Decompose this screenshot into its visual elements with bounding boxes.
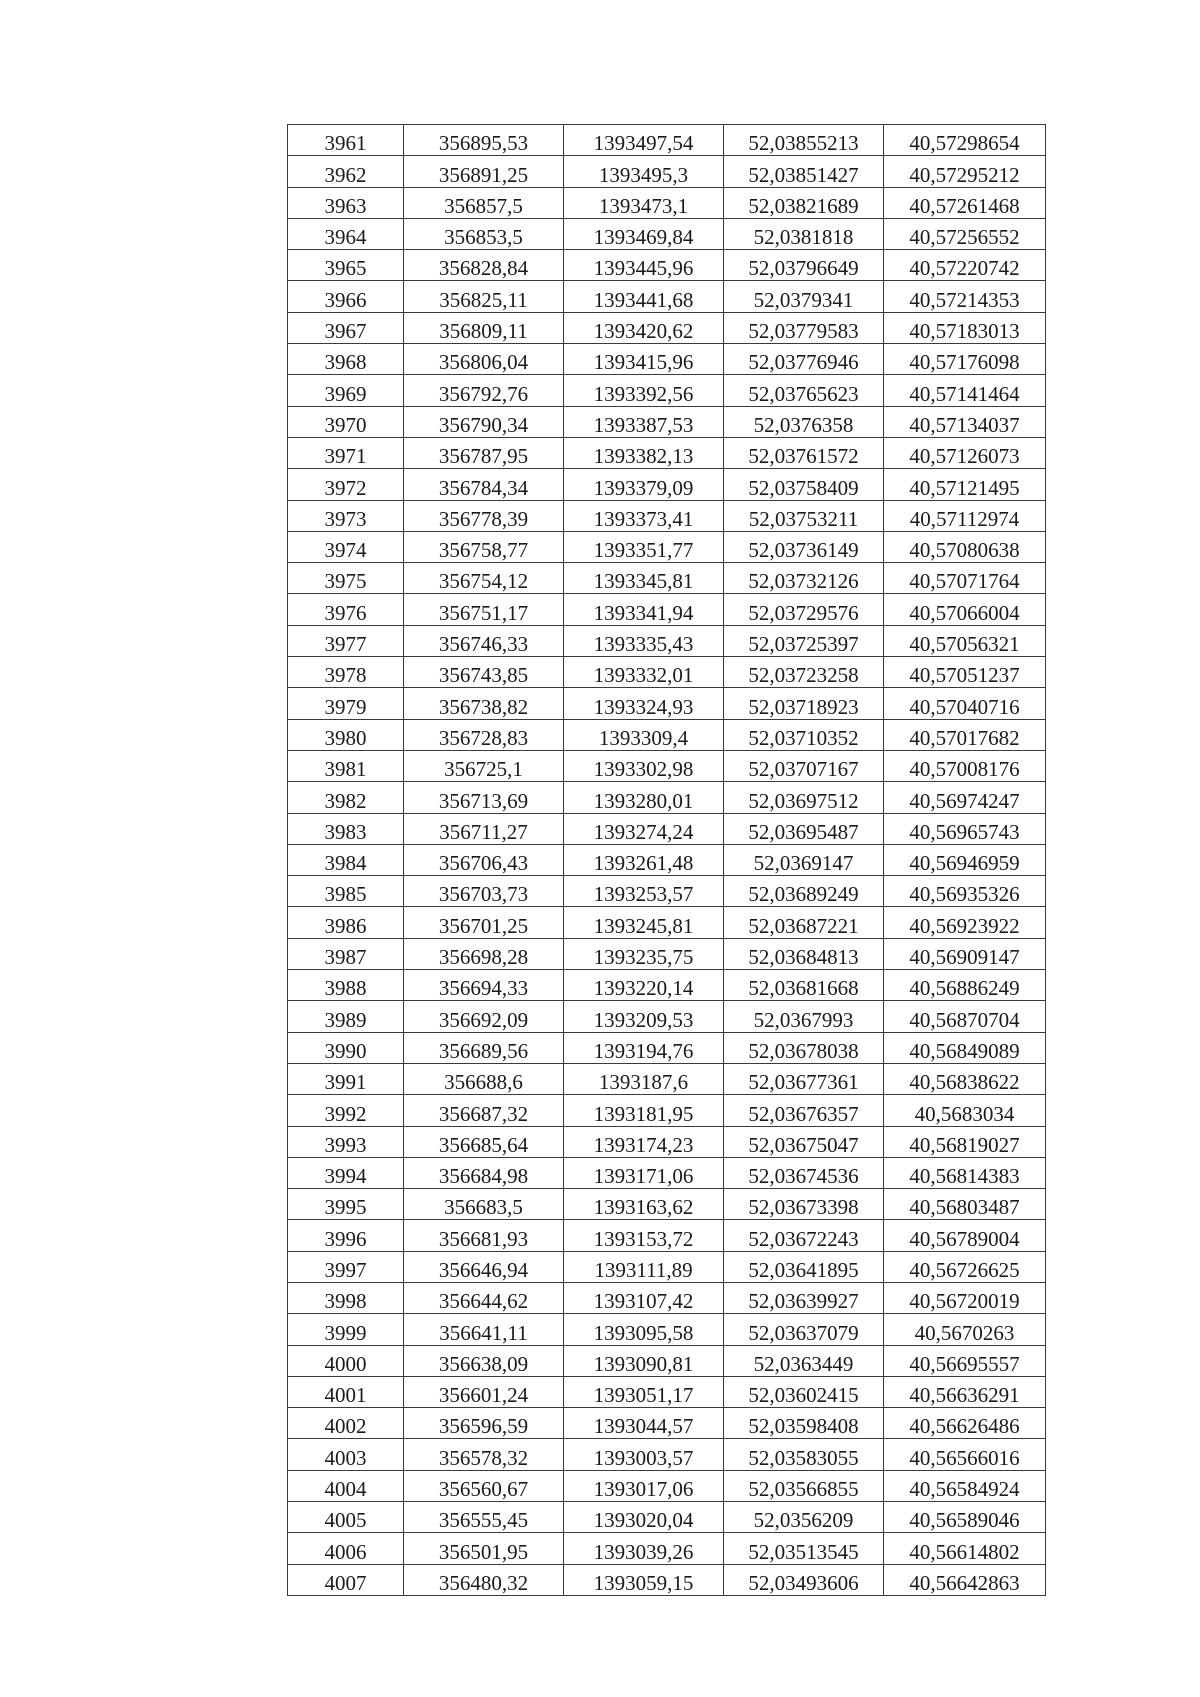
y-coordinate-cell: 1393415,96	[564, 344, 724, 375]
y-coordinate-cell: 1393495,3	[564, 156, 724, 187]
latitude-cell: 52,03753211	[724, 500, 884, 531]
latitude-cell: 52,0381818	[724, 218, 884, 249]
x-coordinate-cell: 356891,25	[404, 156, 564, 187]
longitude-cell: 40,56584924	[884, 1470, 1046, 1501]
point-number-cell: 3988	[288, 970, 404, 1001]
latitude-cell: 52,03761572	[724, 437, 884, 468]
y-coordinate-cell: 1393497,54	[564, 125, 724, 156]
longitude-cell: 40,57008176	[884, 750, 1046, 781]
table-row	[288, 437, 1046, 468]
point-number-cell: 3987	[288, 938, 404, 969]
x-coordinate-cell: 356713,69	[404, 782, 564, 813]
longitude-cell: 40,57134037	[884, 406, 1046, 437]
point-number-cell: 3989	[288, 1001, 404, 1032]
x-coordinate-cell: 356694,33	[404, 970, 564, 1001]
x-coordinate-cell: 356706,43	[404, 844, 564, 875]
longitude-cell: 40,56946959	[884, 844, 1046, 875]
x-coordinate-cell: 356683,5	[404, 1189, 564, 1220]
table-row	[288, 782, 1046, 813]
point-number-cell: 4004	[288, 1470, 404, 1501]
point-number-cell: 3961	[288, 125, 404, 156]
y-coordinate-cell: 1393111,89	[564, 1251, 724, 1282]
latitude-cell: 52,03677361	[724, 1063, 884, 1094]
point-number-cell: 3973	[288, 500, 404, 531]
point-number-cell: 4003	[288, 1439, 404, 1470]
longitude-cell: 40,56642863	[884, 1564, 1046, 1595]
table-row	[288, 1345, 1046, 1376]
longitude-cell: 40,57056321	[884, 625, 1046, 656]
x-coordinate-cell: 356790,34	[404, 406, 564, 437]
latitude-cell: 52,03707167	[724, 750, 884, 781]
table-row	[288, 688, 1046, 719]
latitude-cell: 52,03583055	[724, 1439, 884, 1470]
table-row	[288, 1282, 1046, 1313]
table-row	[288, 1376, 1046, 1407]
x-coordinate-cell: 356728,83	[404, 719, 564, 750]
point-number-cell: 3962	[288, 156, 404, 187]
y-coordinate-cell: 1393382,13	[564, 437, 724, 468]
longitude-cell: 40,57112974	[884, 500, 1046, 531]
longitude-cell: 40,56803487	[884, 1189, 1046, 1220]
x-coordinate-cell: 356641,11	[404, 1314, 564, 1345]
point-number-cell: 3963	[288, 187, 404, 218]
coordinates-table-body	[288, 125, 1046, 1596]
y-coordinate-cell: 1393095,58	[564, 1314, 724, 1345]
table-row	[288, 750, 1046, 781]
point-number-cell: 3980	[288, 719, 404, 750]
longitude-cell: 40,57017682	[884, 719, 1046, 750]
y-coordinate-cell: 1393379,09	[564, 469, 724, 500]
y-coordinate-cell: 1393387,53	[564, 406, 724, 437]
point-number-cell: 4000	[288, 1345, 404, 1376]
x-coordinate-cell: 356754,12	[404, 563, 564, 594]
y-coordinate-cell: 1393153,72	[564, 1220, 724, 1251]
table-row	[288, 375, 1046, 406]
longitude-cell: 40,57141464	[884, 375, 1046, 406]
x-coordinate-cell: 356480,32	[404, 1564, 564, 1595]
point-number-cell: 3998	[288, 1282, 404, 1313]
point-number-cell: 3991	[288, 1063, 404, 1094]
latitude-cell: 52,03732126	[724, 563, 884, 594]
x-coordinate-cell: 356857,5	[404, 187, 564, 218]
latitude-cell: 52,03736149	[724, 531, 884, 562]
longitude-cell: 40,56870704	[884, 1001, 1046, 1032]
longitude-cell: 40,56974247	[884, 782, 1046, 813]
x-coordinate-cell: 356687,32	[404, 1095, 564, 1126]
x-coordinate-cell: 356689,56	[404, 1032, 564, 1063]
x-coordinate-cell: 356787,95	[404, 437, 564, 468]
x-coordinate-cell: 356638,09	[404, 1345, 564, 1376]
point-number-cell: 3994	[288, 1157, 404, 1188]
y-coordinate-cell: 1393473,1	[564, 187, 724, 218]
longitude-cell: 40,57126073	[884, 437, 1046, 468]
longitude-cell: 40,57121495	[884, 469, 1046, 500]
table-row	[288, 281, 1046, 312]
table-row	[288, 563, 1046, 594]
latitude-cell: 52,03697512	[724, 782, 884, 813]
longitude-cell: 40,57080638	[884, 531, 1046, 562]
point-number-cell: 3977	[288, 625, 404, 656]
y-coordinate-cell: 1393332,01	[564, 657, 724, 688]
point-number-cell: 3968	[288, 344, 404, 375]
longitude-cell: 40,56589046	[884, 1502, 1046, 1533]
y-coordinate-cell: 1393003,57	[564, 1439, 724, 1470]
y-coordinate-cell: 1393090,81	[564, 1345, 724, 1376]
longitude-cell: 40,5683034	[884, 1095, 1046, 1126]
y-coordinate-cell: 1393017,06	[564, 1470, 724, 1501]
latitude-cell: 52,03675047	[724, 1126, 884, 1157]
table-row	[288, 250, 1046, 281]
latitude-cell: 52,03765623	[724, 375, 884, 406]
x-coordinate-cell: 356806,04	[404, 344, 564, 375]
y-coordinate-cell: 1393187,6	[564, 1063, 724, 1094]
y-coordinate-cell: 1393235,75	[564, 938, 724, 969]
latitude-cell: 52,03678038	[724, 1032, 884, 1063]
y-coordinate-cell: 1393280,01	[564, 782, 724, 813]
latitude-cell: 52,03674536	[724, 1157, 884, 1188]
table-row	[288, 625, 1046, 656]
longitude-cell: 40,56849089	[884, 1032, 1046, 1063]
y-coordinate-cell: 1393261,48	[564, 844, 724, 875]
y-coordinate-cell: 1393302,98	[564, 750, 724, 781]
point-number-cell: 3982	[288, 782, 404, 813]
y-coordinate-cell: 1393445,96	[564, 250, 724, 281]
longitude-cell: 40,56909147	[884, 938, 1046, 969]
table-row	[288, 1157, 1046, 1188]
table-row	[288, 312, 1046, 343]
y-coordinate-cell: 1393051,17	[564, 1376, 724, 1407]
point-number-cell: 3995	[288, 1189, 404, 1220]
table-row	[288, 125, 1046, 156]
latitude-cell: 52,03598408	[724, 1408, 884, 1439]
x-coordinate-cell: 356895,53	[404, 125, 564, 156]
x-coordinate-cell: 356692,09	[404, 1001, 564, 1032]
point-number-cell: 3974	[288, 531, 404, 562]
y-coordinate-cell: 1393194,76	[564, 1032, 724, 1063]
x-coordinate-cell: 356646,94	[404, 1251, 564, 1282]
y-coordinate-cell: 1393039,26	[564, 1533, 724, 1564]
x-coordinate-cell: 356555,45	[404, 1502, 564, 1533]
x-coordinate-cell: 356578,32	[404, 1439, 564, 1470]
latitude-cell: 52,03513545	[724, 1533, 884, 1564]
latitude-cell: 52,0369147	[724, 844, 884, 875]
x-coordinate-cell: 356825,11	[404, 281, 564, 312]
longitude-cell: 40,56614802	[884, 1533, 1046, 1564]
x-coordinate-cell: 356792,76	[404, 375, 564, 406]
y-coordinate-cell: 1393420,62	[564, 312, 724, 343]
y-coordinate-cell: 1393469,84	[564, 218, 724, 249]
longitude-cell: 40,57040716	[884, 688, 1046, 719]
latitude-cell: 52,03723258	[724, 657, 884, 688]
x-coordinate-cell: 356684,98	[404, 1157, 564, 1188]
y-coordinate-cell: 1393345,81	[564, 563, 724, 594]
y-coordinate-cell: 1393335,43	[564, 625, 724, 656]
latitude-cell: 52,0367993	[724, 1001, 884, 1032]
point-number-cell: 3993	[288, 1126, 404, 1157]
point-number-cell: 3979	[288, 688, 404, 719]
longitude-cell: 40,56923922	[884, 907, 1046, 938]
point-number-cell: 3966	[288, 281, 404, 312]
longitude-cell: 40,57298654	[884, 125, 1046, 156]
longitude-cell: 40,57220742	[884, 250, 1046, 281]
table-row	[288, 531, 1046, 562]
y-coordinate-cell: 1393309,4	[564, 719, 724, 750]
latitude-cell: 52,0363449	[724, 1345, 884, 1376]
x-coordinate-cell: 356725,1	[404, 750, 564, 781]
longitude-cell: 40,56726625	[884, 1251, 1046, 1282]
point-number-cell: 3996	[288, 1220, 404, 1251]
x-coordinate-cell: 356688,6	[404, 1063, 564, 1094]
x-coordinate-cell: 356701,25	[404, 907, 564, 938]
table-row	[288, 344, 1046, 375]
x-coordinate-cell: 356778,39	[404, 500, 564, 531]
table-row	[288, 1533, 1046, 1564]
latitude-cell: 52,03689249	[724, 876, 884, 907]
y-coordinate-cell: 1393171,06	[564, 1157, 724, 1188]
point-number-cell: 3970	[288, 406, 404, 437]
longitude-cell: 40,56819027	[884, 1126, 1046, 1157]
x-coordinate-cell: 356784,34	[404, 469, 564, 500]
x-coordinate-cell: 356596,59	[404, 1408, 564, 1439]
y-coordinate-cell: 1393181,95	[564, 1095, 724, 1126]
point-number-cell: 4005	[288, 1502, 404, 1533]
longitude-cell: 40,57295212	[884, 156, 1046, 187]
table-row	[288, 469, 1046, 500]
latitude-cell: 52,03639927	[724, 1282, 884, 1313]
table-row	[288, 1502, 1046, 1533]
x-coordinate-cell: 356681,93	[404, 1220, 564, 1251]
latitude-cell: 52,03676357	[724, 1095, 884, 1126]
table-row	[288, 1314, 1046, 1345]
x-coordinate-cell: 356809,11	[404, 312, 564, 343]
point-number-cell: 3967	[288, 312, 404, 343]
table-row	[288, 1408, 1046, 1439]
point-number-cell: 3965	[288, 250, 404, 281]
latitude-cell: 52,03673398	[724, 1189, 884, 1220]
x-coordinate-cell: 356644,62	[404, 1282, 564, 1313]
latitude-cell: 52,03851427	[724, 156, 884, 187]
table-row	[288, 970, 1046, 1001]
point-number-cell: 3971	[288, 437, 404, 468]
point-number-cell: 3981	[288, 750, 404, 781]
point-number-cell: 3984	[288, 844, 404, 875]
x-coordinate-cell: 356601,24	[404, 1376, 564, 1407]
y-coordinate-cell: 1393441,68	[564, 281, 724, 312]
y-coordinate-cell: 1393220,14	[564, 970, 724, 1001]
longitude-cell: 40,56720019	[884, 1282, 1046, 1313]
x-coordinate-cell: 356751,17	[404, 594, 564, 625]
longitude-cell: 40,57071764	[884, 563, 1046, 594]
y-coordinate-cell: 1393351,77	[564, 531, 724, 562]
y-coordinate-cell: 1393020,04	[564, 1502, 724, 1533]
table-row	[288, 156, 1046, 187]
latitude-cell: 52,03779583	[724, 312, 884, 343]
point-number-cell: 4006	[288, 1533, 404, 1564]
y-coordinate-cell: 1393107,42	[564, 1282, 724, 1313]
table-row	[288, 1251, 1046, 1282]
latitude-cell: 52,03681668	[724, 970, 884, 1001]
latitude-cell: 52,03602415	[724, 1376, 884, 1407]
longitude-cell: 40,57066004	[884, 594, 1046, 625]
latitude-cell: 52,03718923	[724, 688, 884, 719]
point-number-cell: 3986	[288, 907, 404, 938]
longitude-cell: 40,57256552	[884, 218, 1046, 249]
x-coordinate-cell: 356758,77	[404, 531, 564, 562]
point-number-cell: 3997	[288, 1251, 404, 1282]
longitude-cell: 40,56636291	[884, 1376, 1046, 1407]
latitude-cell: 52,03796649	[724, 250, 884, 281]
latitude-cell: 52,03684813	[724, 938, 884, 969]
longitude-cell: 40,5670263	[884, 1314, 1046, 1345]
point-number-cell: 3985	[288, 876, 404, 907]
longitude-cell: 40,56965743	[884, 813, 1046, 844]
latitude-cell: 52,03641895	[724, 1251, 884, 1282]
y-coordinate-cell: 1393392,56	[564, 375, 724, 406]
longitude-cell: 40,57176098	[884, 344, 1046, 375]
longitude-cell: 40,56935326	[884, 876, 1046, 907]
point-number-cell: 3969	[288, 375, 404, 406]
x-coordinate-cell: 356698,28	[404, 938, 564, 969]
y-coordinate-cell: 1393044,57	[564, 1408, 724, 1439]
latitude-cell: 52,0379341	[724, 281, 884, 312]
longitude-cell: 40,56789004	[884, 1220, 1046, 1251]
latitude-cell: 52,0376358	[724, 406, 884, 437]
latitude-cell: 52,03695487	[724, 813, 884, 844]
y-coordinate-cell: 1393209,53	[564, 1001, 724, 1032]
y-coordinate-cell: 1393174,23	[564, 1126, 724, 1157]
point-number-cell: 3990	[288, 1032, 404, 1063]
x-coordinate-cell: 356738,82	[404, 688, 564, 719]
longitude-cell: 40,56886249	[884, 970, 1046, 1001]
table-row	[288, 876, 1046, 907]
latitude-cell: 52,03637079	[724, 1314, 884, 1345]
table-row	[288, 1439, 1046, 1470]
point-number-cell: 3992	[288, 1095, 404, 1126]
latitude-cell: 52,03758409	[724, 469, 884, 500]
table-row	[288, 1063, 1046, 1094]
longitude-cell: 40,57183013	[884, 312, 1046, 343]
y-coordinate-cell: 1393373,41	[564, 500, 724, 531]
longitude-cell: 40,57051237	[884, 657, 1046, 688]
longitude-cell: 40,56814383	[884, 1157, 1046, 1188]
point-number-cell: 4007	[288, 1564, 404, 1595]
longitude-cell: 40,57261468	[884, 187, 1046, 218]
table-row	[288, 1001, 1046, 1032]
latitude-cell: 52,03687221	[724, 907, 884, 938]
latitude-cell: 52,03710352	[724, 719, 884, 750]
table-row	[288, 1095, 1046, 1126]
longitude-cell: 40,56566016	[884, 1439, 1046, 1470]
table-row	[288, 1564, 1046, 1595]
x-coordinate-cell: 356685,64	[404, 1126, 564, 1157]
table-row	[288, 187, 1046, 218]
y-coordinate-cell: 1393274,24	[564, 813, 724, 844]
y-coordinate-cell: 1393253,57	[564, 876, 724, 907]
longitude-cell: 40,56695557	[884, 1345, 1046, 1376]
table-row	[288, 938, 1046, 969]
table-row	[288, 844, 1046, 875]
latitude-cell: 52,0356209	[724, 1502, 884, 1533]
table-row	[288, 907, 1046, 938]
table-row	[288, 218, 1046, 249]
table-row	[288, 406, 1046, 437]
y-coordinate-cell: 1393059,15	[564, 1564, 724, 1595]
point-number-cell: 3972	[288, 469, 404, 500]
y-coordinate-cell: 1393245,81	[564, 907, 724, 938]
longitude-cell: 40,56626486	[884, 1408, 1046, 1439]
table-row	[288, 1220, 1046, 1251]
table-row	[288, 1032, 1046, 1063]
table-row	[288, 594, 1046, 625]
y-coordinate-cell: 1393163,62	[564, 1189, 724, 1220]
x-coordinate-cell: 356711,27	[404, 813, 564, 844]
table-row	[288, 813, 1046, 844]
x-coordinate-cell: 356746,33	[404, 625, 564, 656]
latitude-cell: 52,03566855	[724, 1470, 884, 1501]
point-number-cell: 3975	[288, 563, 404, 594]
x-coordinate-cell: 356853,5	[404, 218, 564, 249]
point-number-cell: 3999	[288, 1314, 404, 1345]
latitude-cell: 52,03821689	[724, 187, 884, 218]
table-row	[288, 1470, 1046, 1501]
point-number-cell: 4001	[288, 1376, 404, 1407]
latitude-cell: 52,03493606	[724, 1564, 884, 1595]
x-coordinate-cell: 356703,73	[404, 876, 564, 907]
x-coordinate-cell: 356560,67	[404, 1470, 564, 1501]
table-row	[288, 500, 1046, 531]
point-number-cell: 3983	[288, 813, 404, 844]
point-number-cell: 3976	[288, 594, 404, 625]
longitude-cell: 40,56838622	[884, 1063, 1046, 1094]
y-coordinate-cell: 1393324,93	[564, 688, 724, 719]
table-row	[288, 719, 1046, 750]
x-coordinate-cell: 356501,95	[404, 1533, 564, 1564]
coordinates-table	[287, 124, 1046, 1596]
y-coordinate-cell: 1393341,94	[564, 594, 724, 625]
x-coordinate-cell: 356828,84	[404, 250, 564, 281]
table-row	[288, 657, 1046, 688]
latitude-cell: 52,03776946	[724, 344, 884, 375]
table-row	[288, 1126, 1046, 1157]
point-number-cell: 3978	[288, 657, 404, 688]
table-row	[288, 1189, 1046, 1220]
point-number-cell: 3964	[288, 218, 404, 249]
latitude-cell: 52,03672243	[724, 1220, 884, 1251]
latitude-cell: 52,03725397	[724, 625, 884, 656]
x-coordinate-cell: 356743,85	[404, 657, 564, 688]
latitude-cell: 52,03855213	[724, 125, 884, 156]
longitude-cell: 40,57214353	[884, 281, 1046, 312]
latitude-cell: 52,03729576	[724, 594, 884, 625]
point-number-cell: 4002	[288, 1408, 404, 1439]
